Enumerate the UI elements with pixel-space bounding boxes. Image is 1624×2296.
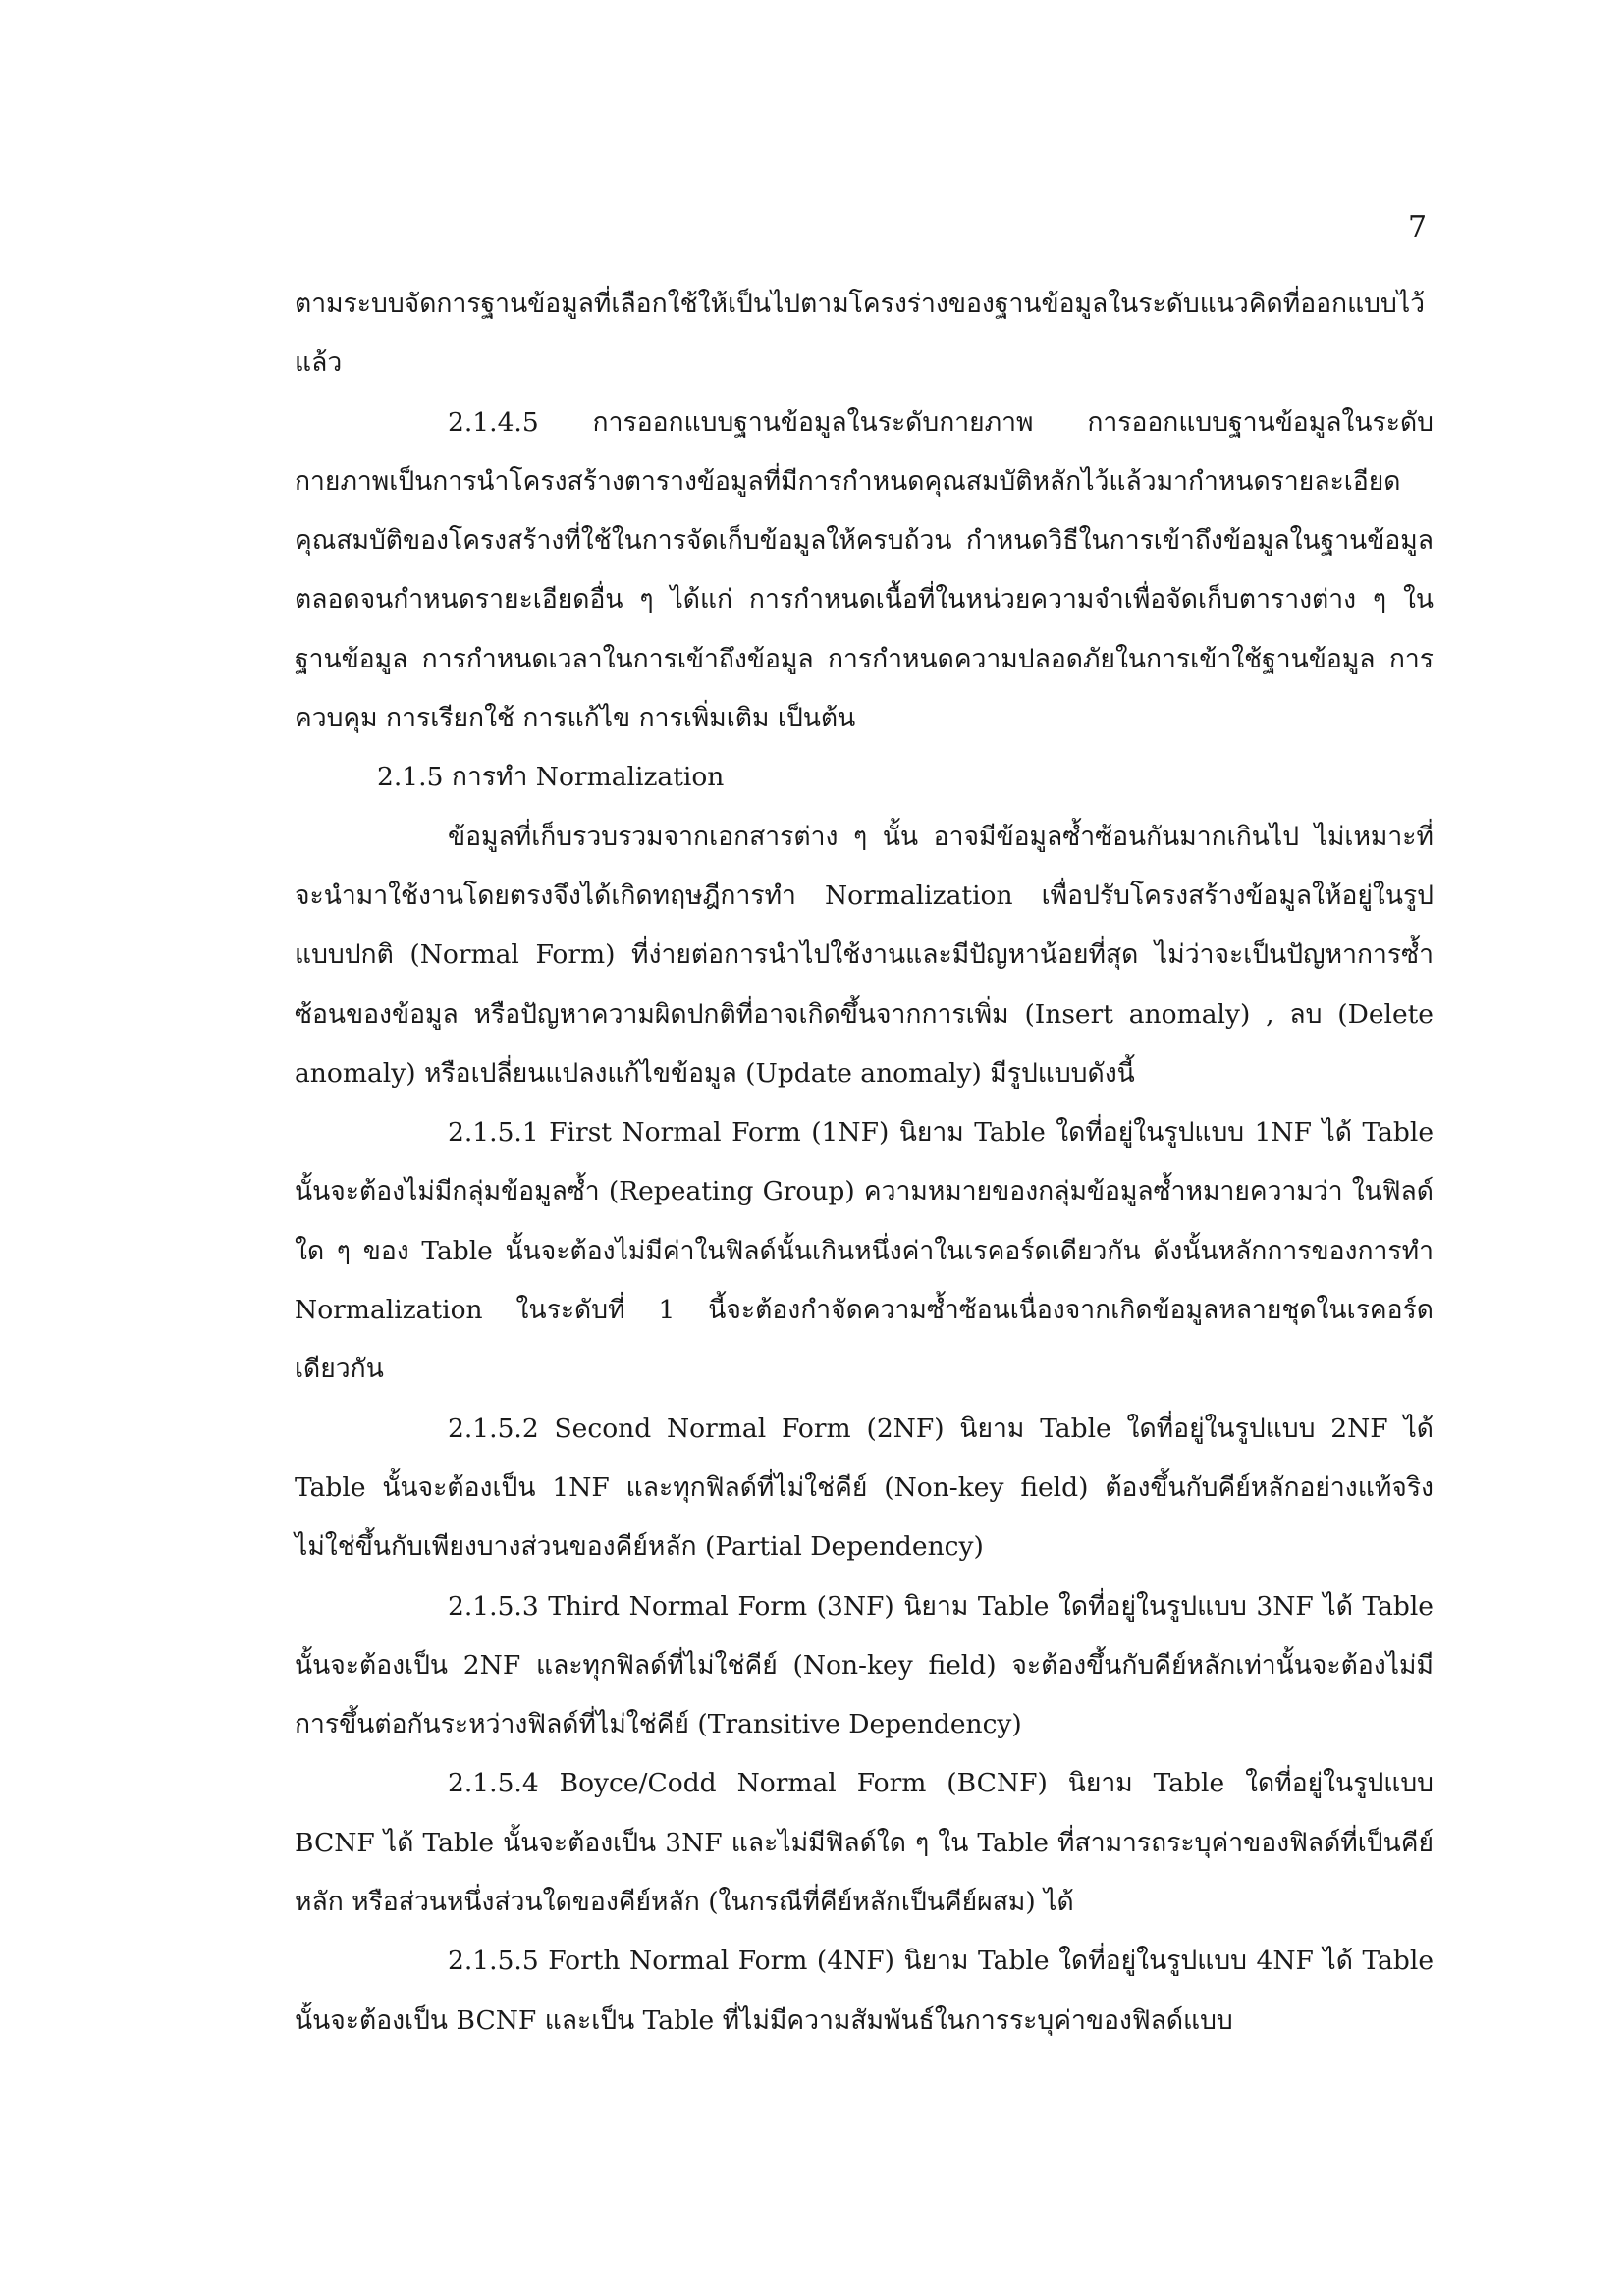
paragraph-2-1-5-3-3nf: 2.1.5.3 Third Normal Form (3NF) นิยาม Table ใดที่อยู่ในรูปแบบ 3NF ได้ Table นั้นจะต้องเป็น 2NF และทุกฟิลด์ที่ไม่ใช่คีย์ (Non-key field) จะต้องขึ้นกับคีย์หลักเท่านั้นจะต้องไม่มีการขึ้นต่อกันระหว่างฟิลด์ที่ไม่ใช่คีย์ (Transitive Dependency) [295, 1590, 1434, 1740]
paragraph-continuation: ตามระบบจัดการฐานข้อมูลที่เลือกใช้ให้เป็นไปตามโครงร่างของฐานข้อมูลในระดับแนวคิดที่ออกแบบไว้แล้ว [295, 289, 1426, 379]
section-heading-2-1-5: 2.1.5 การทำ Normalization [377, 762, 725, 793]
page-number: 7 [1408, 210, 1428, 244]
paragraph-2-1-4-5: 2.1.4.5 การออกแบบฐานข้อมูลในระดับกายภาพ การออกแบบฐานข้อมูลในระดับกายภาพเป็นการนำโครงสร้างตารางข้อมูลที่มีการกำหนดคุณสมบัติหลักไว้แล้วมากำหนดรายละเอียดคุณสมบัติของโครงสร้างที่ใช้ในการจัดเก็บข้อมูลให้ครบถ้วน กำหนดวิธีในการเข้าถึงข้อมูลในฐานข้อมูล ตลอดจนกำหนดรายะเอียดอื่น ๆ ได้แก่ การกำหนดเนื้อที่ในหน่วยความจำเพื่อจัดเก็บตารางต่าง ๆ ในฐานข้อมูล การกำหนดเวลาในการเข้าถึงข้อมูล การกำหนดความปลอดภัยในการเข้าใช้ฐานข้อมูล การควบคุม การเรียกใช้ การแก้ไข การเพิ่มเติม เป็นต้น [295, 406, 1434, 734]
paragraph-2-1-5-5-4nf: 2.1.5.5 Forth Normal Form (4NF) นิยาม Table ใดที่อยู่ในรูปแบบ 4NF ได้ Table นั้นจะต้องเป็น BCNF และเป็น Table ที่ไม่มีความสัมพันธ์ในการระบุค่าของฟิลด์แบบ [295, 1946, 1434, 2036]
paragraph-2-1-5-4-bcnf: 2.1.5.4 Boyce/Codd Normal Form (BCNF) นิยาม Table ใดที่อยู่ในรูปแบบ BCNF ได้ Table นั้นจะต้องเป็น 3NF และไม่มีฟิลด์ใด ๆ ใน Table ที่สามารถระบุค่าของฟิลด์ที่เป็นคีย์หลัก หรือส่วนหนึ่งส่วนใดของคีย์หลัก (ในกรณีที่คีย์หลักเป็นคีย์ผสม) ได้ [295, 1768, 1434, 1918]
paragraph-2-1-5-1-1nf: 2.1.5.1 First Normal Form (1NF) นิยาม Table ใดที่อยู่ในรูปแบบ 1NF ได้ Table นั้นจะต้องไม่มีกลุ่มข้อมูลซ้ำ (Repeating Group) ความหมายของกลุ่มข้อมูลซ้ำหมายความว่า ในฟิลด์ใด ๆ ของ Table นั้นจะต้องไม่มีค่าในฟิลด์นั้นเกินหนึ่งค่าในเรคอร์ดเดียวกัน ดังนั้นหลักการของการทำ Normalization ในระดับที่ 1 นี้จะต้องกำจัดความซ้ำซ้อนเนื่องจากเกิดข้อมูลหลายชุดในเรคอร์ดเดียวกัน [295, 1117, 1434, 1385]
paragraph-2-1-5-2-2nf: 2.1.5.2 Second Normal Form (2NF) นิยาม Table ใดที่อยู่ในรูปแบบ 2NF ได้ Table นั้นจะต้องเป็น 1NF และทุกฟิลด์ที่ไม่ใช่คีย์ (Non-key field) ต้องขึ้นกับคีย์หลักอย่างแท้จริง ไม่ใช่ขึ้นกับเพียงบางส่วนของคีย์หลัก (Partial Dependency) [295, 1413, 1434, 1563]
document-body [295, 275, 1434, 2051]
paragraph-normalization-intro: ข้อมูลที่เก็บรวบรวมจากเอกสารต่าง ๆ นั้น อาจมีข้อมูลซ้ำซ้อนกันมากเกินไป ไม่เหมาะที่จะนำมาใช้งานโดยตรงจึงได้เกิดทฤษฎีการทำ Normalization เพื่อปรับโครงสร้างข้อมูลให้อยู่ในรูปแบบปกติ (Normal Form) ที่ง่ายต่อการนำไปใช้งานและมีปัญหาน้อยที่สุด ไม่ว่าจะเป็นปัญหาการซ้ำซ้อนของข้อมูล หรือปัญหาความผิดปกติที่อาจเกิดขึ้นจากการเพิ่ม (Insert anomaly) , ลบ (Delete anomaly) หรือเปลี่ยนแปลงแก้ไขข้อมูล (Update anomaly) มีรูปแบบดังนี้ [295, 821, 1434, 1089]
